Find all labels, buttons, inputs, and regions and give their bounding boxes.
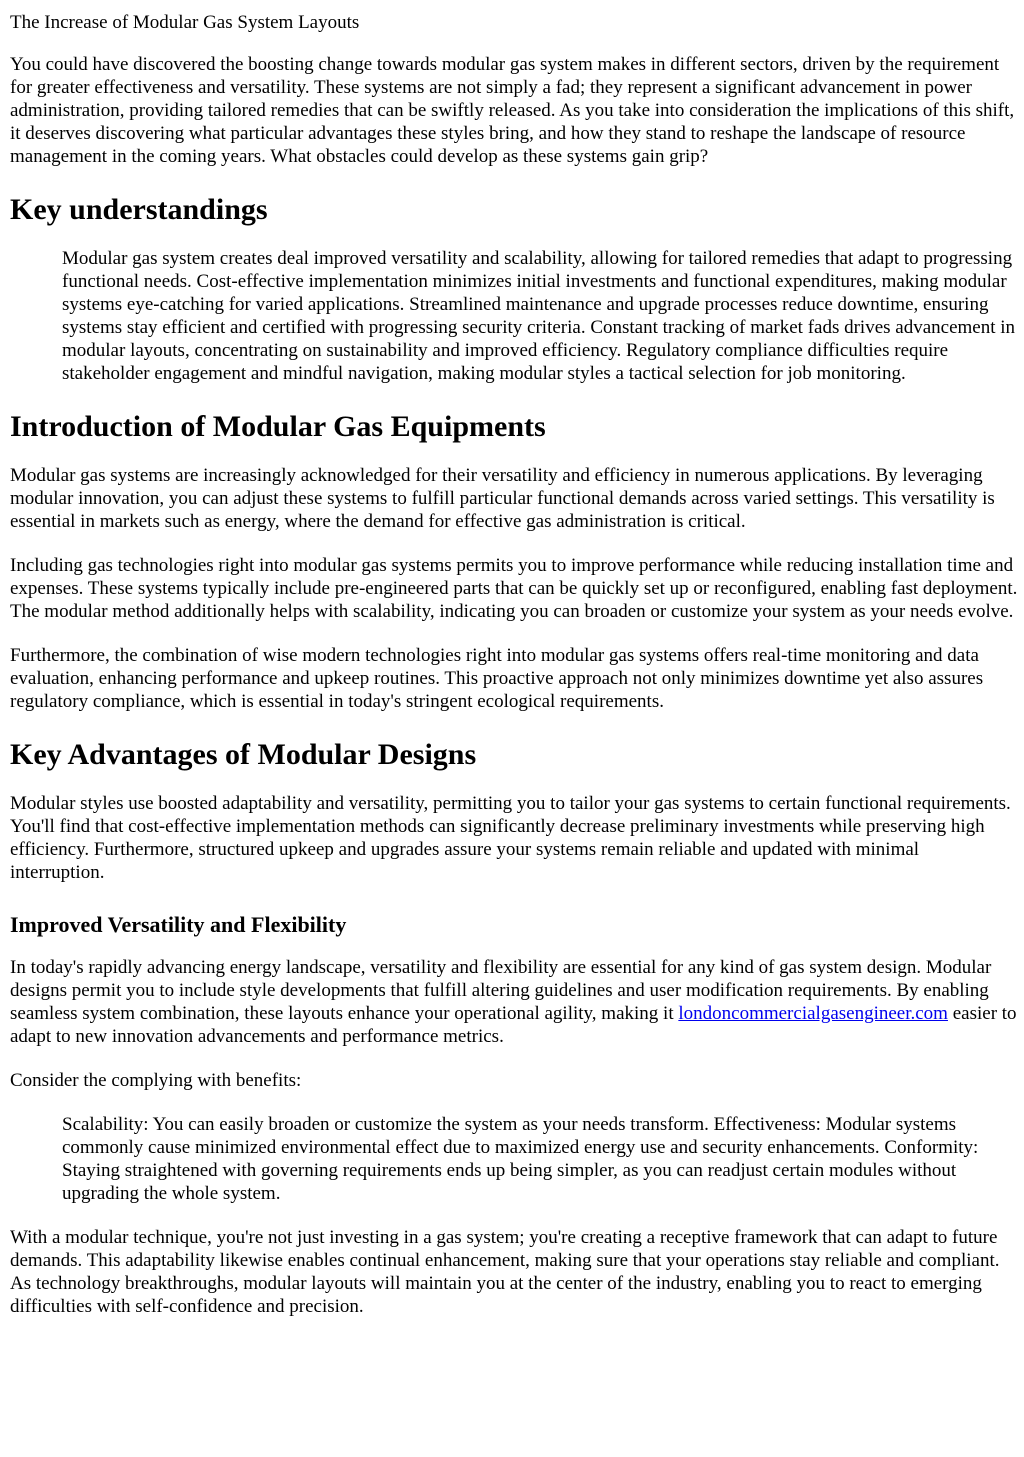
introduction-paragraph-2: Including gas technologies right into modular gas systems permits you to improve performance while reducing installation time and expenses. These systems typically include pre-engineered parts that can be quickly set up or reconfigured, enabling fast deployment. The modular method additionally helps with scalability, indicating you can broaden or customize your system as your needs evolve. — [10, 555, 1018, 622]
introduction-paragraph-1: Modular gas systems are increasingly acknowledged for their versatility and efficiency in numerous applications. By leveraging modular innovation, you can adjust these systems to fulfill particular functional demands across varied settings. This versatility is essential in markets such as energy, where the demand for effective gas administration is critical. — [10, 465, 995, 532]
heading-introduction: Introduction of Modular Gas Equipments — [10, 410, 546, 443]
heading-advantages: Key Advantages of Modular Designs — [10, 738, 477, 771]
flexibility-text-after-link: easier to adapt to new innovation advancements and performance metrics. — [10, 1003, 1017, 1047]
flexibility-text-before-link: In today's rapidly advancing energy landscape, versatility and flexibility are essential for any kind of gas system design. Modular designs permit you to include style developments that fulfill altering guidelines and user modification requirements. By enabling seamless system combination, these layouts enhance your operational agility, making it — [10, 957, 992, 1024]
source-link[interactable]: londoncommercialgasengineer.com — [678, 1003, 948, 1024]
consider-paragraph: Consider the complying with benefits: — [10, 1070, 302, 1091]
key-understandings-quote: Modular gas system creates deal improved versatility and scalability, allowing for tailored remedies that adapt to progressing functional needs. Cost-effective implementation minimizes initial investments and functional expenditures, making modular systems eye-catching for varied applications. Streamlined maintenance and upgrade processes reduce downtime, ensuring systems stay efficient and certified with progressing security criteria. Constant tracking of market fads drives advancement in modular layouts, concentrating on sustainability and improved efficiency. Regulatory compliance difficulties require stakeholder engagement and mindful navigation, making modular styles a tactical selection for job monitoring. — [62, 248, 1016, 384]
introduction-paragraph-3: Furthermore, the combination of wise modern technologies right into modular gas systems offers real-time monitoring and data evaluation, enhancing performance and upkeep routines. This proactive approach not only minimizes downtime yet also assures regulatory compliance, which is essential in today's stringent ecological requirements. — [10, 645, 984, 712]
document-title: The Increase of Modular Gas System Layouts — [10, 12, 360, 33]
closing-paragraph: With a modular technique, you're not just investing in a gas system; you're creating a receptive framework that can adapt to future demands. This adaptability likewise enables continual enhancement, making sure that your operations stay reliable and compliant. As technology breakthroughs, modular layouts will maintain you at the center of the industry, enabling you to react to emerging difficulties with self-confidence and precision. — [10, 1227, 1000, 1317]
article — [0, 11, 1024, 1318]
flexibility-paragraph — [10, 956, 1018, 1048]
heading-key-understandings: Key understandings — [10, 193, 268, 226]
heading-flexibility: Improved Versatility and Flexibility — [10, 912, 347, 937]
advantages-paragraph: Modular styles use boosted adaptability and versatility, permitting you to tailor your gas systems to certain functional requirements. You'll find that cost-effective implementation methods can significantly decrease preliminary investments while preserving high efficiency. Furthermore, structured upkeep and upgrades assure your systems remain reliable and updated with minimal interruption. — [10, 793, 1011, 883]
benefits-quote: Scalability: You can easily broaden or customize the system as your needs transform. Effectiveness: Modular systems commonly cause minimized environmental effect due to maximized energy use and security enhancements. Conformity: Staying straightened with governing requirements ends up being simpler, as you can readjust certain modules without upgrading the whole system. — [62, 1114, 979, 1204]
intro-paragraph: You could have discovered the boosting change towards modular gas system makes in different sectors, driven by the requirement for greater effectiveness and versatility. These systems are not simply a fad; they represent a significant advancement in power administration, providing tailored remedies that can be swiftly released. As you take into consideration the implications of this shift, it deserves discovering what particular advantages these styles bring, and how they stand to reshape the landscape of resource management in the coming years. What obstacles could develop as these systems gain grip? — [10, 54, 1015, 167]
